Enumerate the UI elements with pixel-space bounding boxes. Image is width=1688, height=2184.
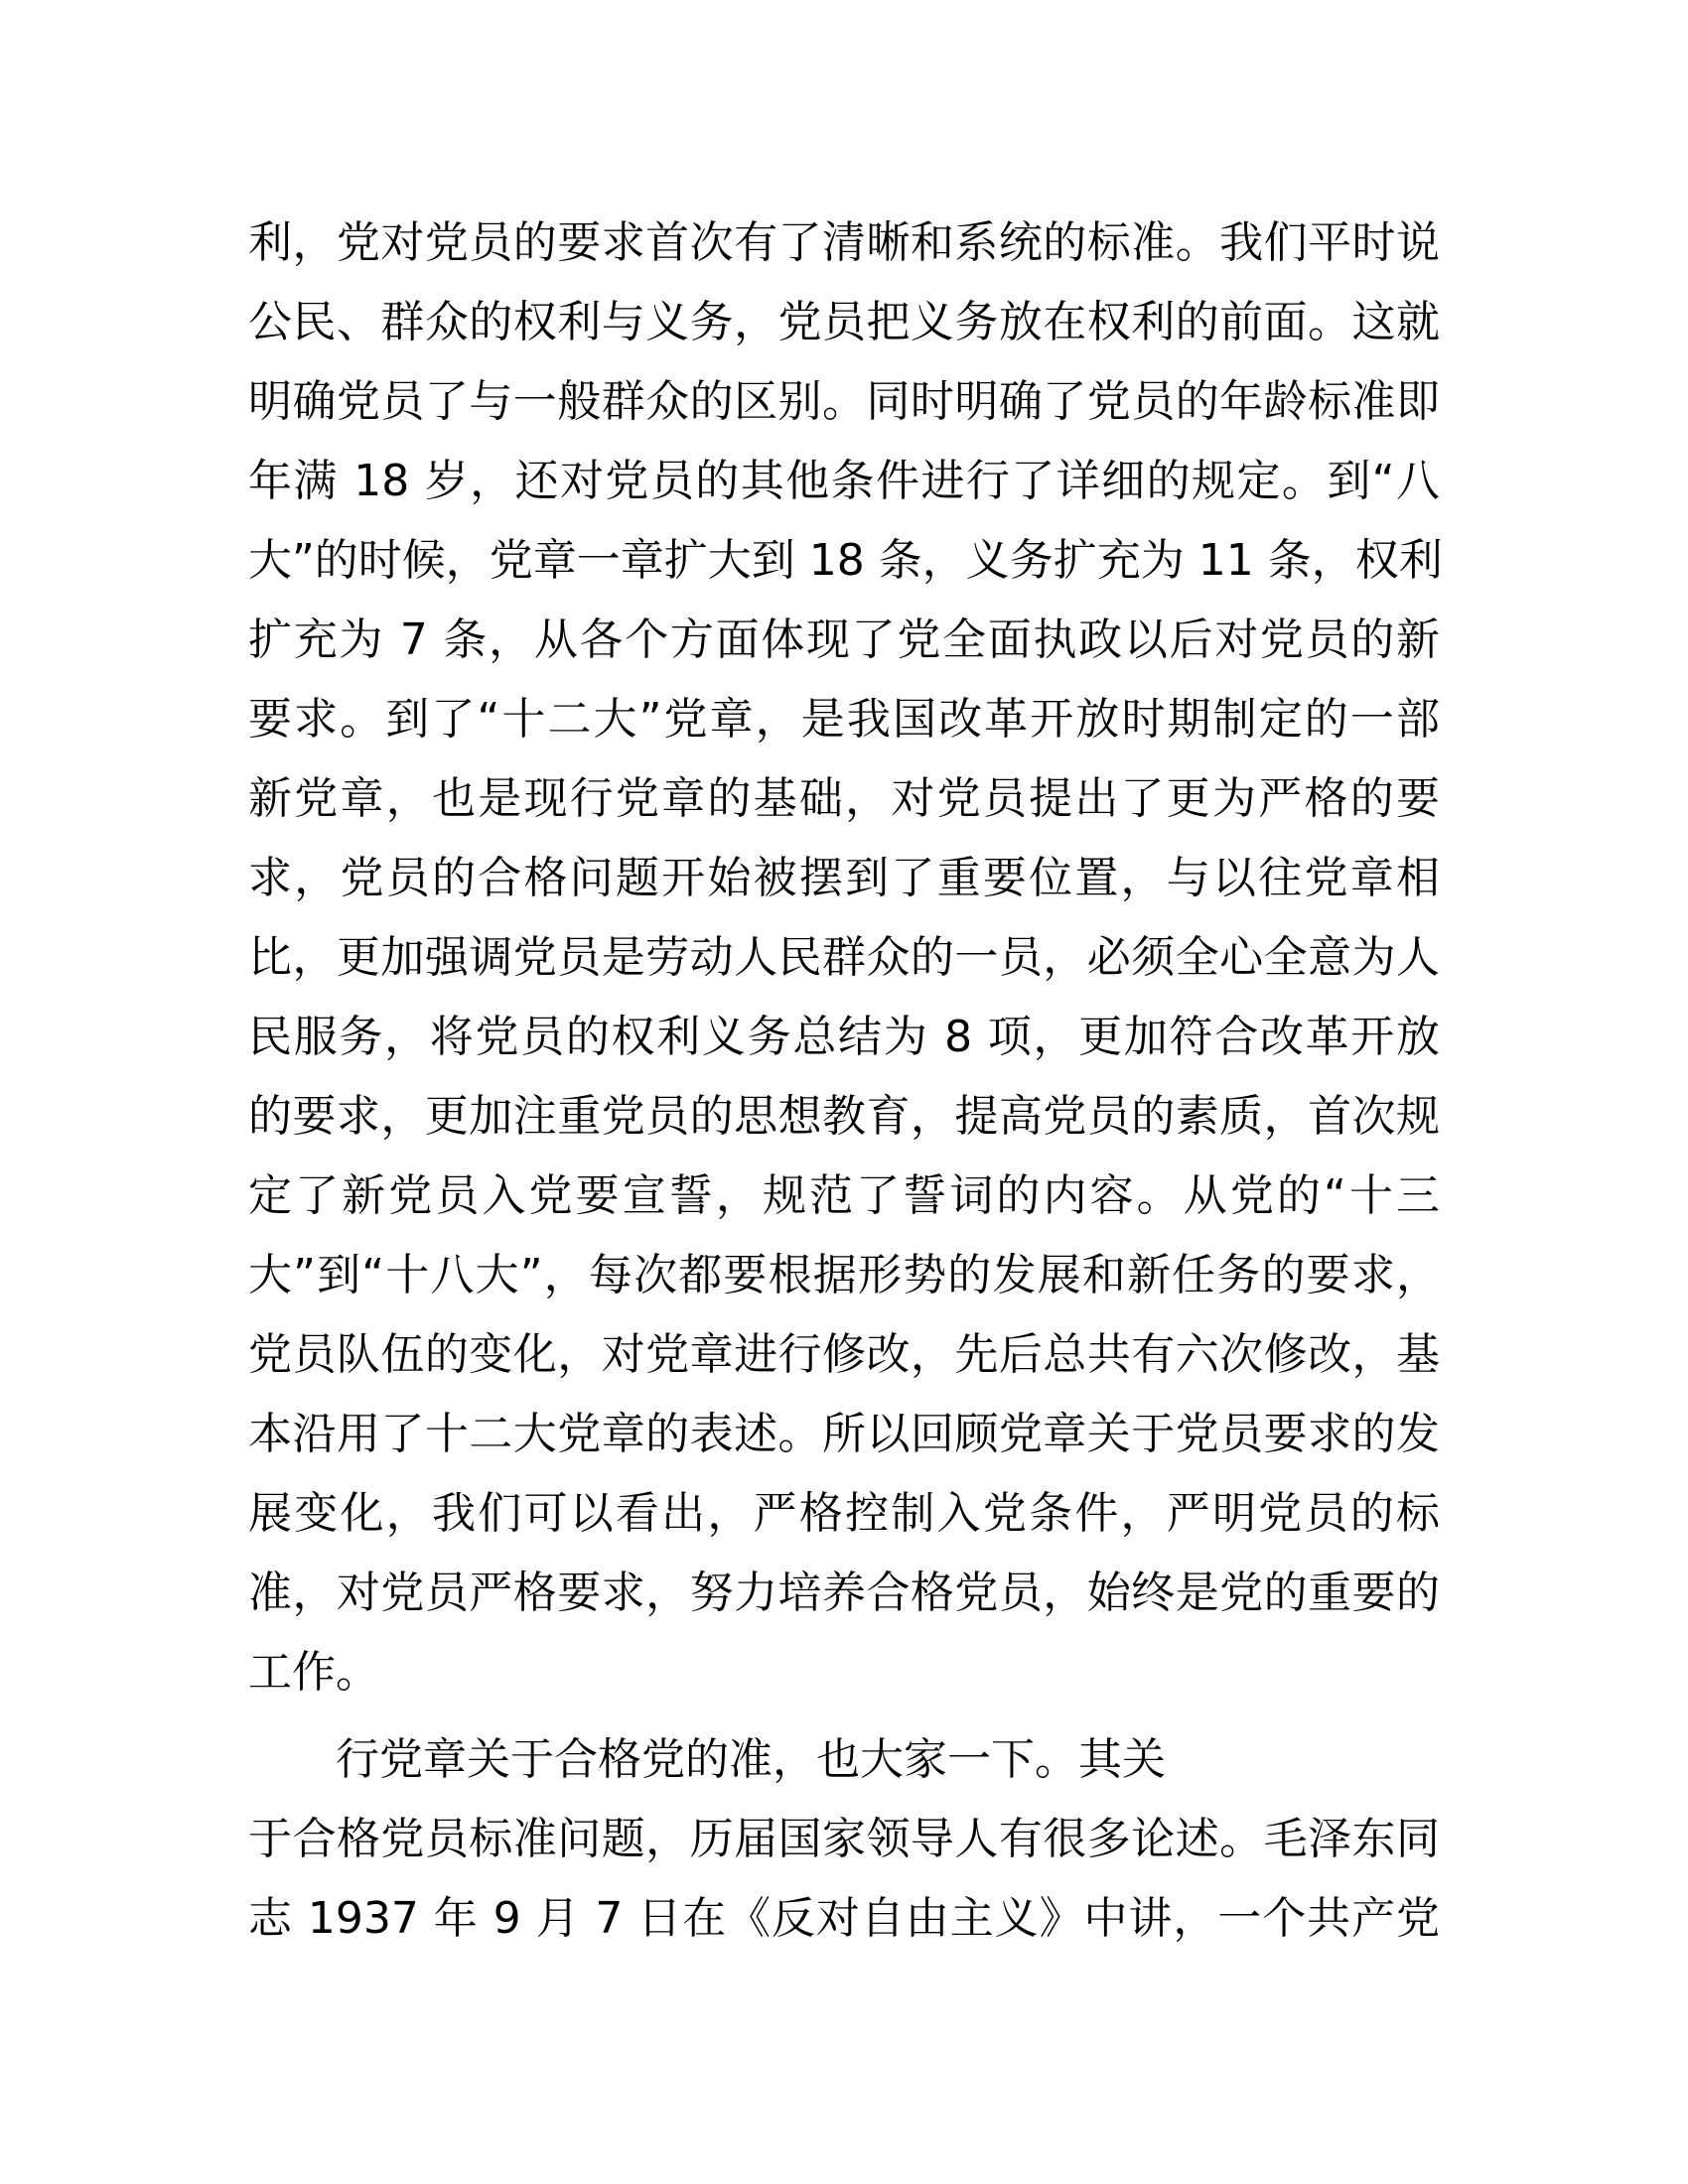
text-line [248,283,1450,362]
text-line-content: 的要求，更加注重党员的思想教育，提高党员的素质，首次规 [248,1091,1440,1142]
text-line [248,1157,1450,1236]
text-line [248,362,1450,442]
text-line-content: 明确党员了与一般群众的区别。同时明确了党员的年龄标准即 [248,376,1440,427]
text-line-content: 大”到“十八大”，每次都要根据形势的发展和新任务的要求， [248,1250,1440,1300]
text-line-content: 党员队伍的变化，对党章进行修改，先后总共有六次修改，基 [248,1329,1440,1380]
text-line [248,1077,1450,1157]
text-line [248,680,1450,759]
text-line-content: 比，更加强调党员是劳动人民群众的一员，必须全心全意为人 [248,932,1440,983]
text-line-content: 于合格党员标准问题，历届国家领导人有很多论述。毛泽东同 [248,1814,1440,1864]
text-line [248,1879,1450,1959]
text-line [248,759,1450,839]
text-line [248,601,1450,680]
text-line-content: 行党章关于合格党的准，也大家一下。其关 [336,1734,1166,1785]
text-line-content: 民服务，将党员的权利义务总结为 8 项，更加符合改革开放 [248,1012,1440,1062]
text-line-content: 求，党员的合格问题开始被摆到了重要位置，与以往党章相 [248,853,1440,903]
text-line-content: 年满 18 岁，还对党员的其他条件进行了详细的规定。到“八 [248,456,1440,506]
text-line [248,998,1450,1077]
text-line [248,1395,1450,1474]
paragraph-1 [248,204,1450,1712]
text-line [248,1236,1450,1315]
text-line-content: 展变化，我们可以看出，严格控制入党条件，严明党员的标 [248,1488,1440,1539]
text-line-content: 公民、群众的权利与义务，党员把义务放在权利的前面。这就 [248,297,1440,347]
text-line-content: 志 1937 年 9 月 7 日在《反对自由主义》中讲，一个共产党 [248,1893,1440,1944]
text-line [248,1474,1450,1554]
text-line [248,1720,1450,1800]
text-line [248,1800,1450,1879]
text-line-content: 扩充为 7 条，从各个方面体现了党全面执政以后对党员的新 [248,614,1440,665]
document-page [248,204,1450,1959]
paragraph-2 [248,1720,1450,1959]
text-line-content: 要求。到了“十二大”党章，是我国改革开放时期制定的一部 [248,694,1440,745]
text-line [248,1554,1450,1633]
text-line-content: 定了新党员入党要宣誓，规范了誓词的内容。从党的“十三 [248,1170,1440,1221]
text-line [248,1633,1450,1712]
paragraph-spacing [248,1712,1450,1720]
text-line-content: 新党章，也是现行党章的基础，对党员提出了更为严格的要 [248,773,1440,824]
text-line [248,204,1450,283]
text-line [248,839,1450,918]
text-line-content: 利，党对党员的要求首次有了清晰和系统的标准。我们平时说 [248,217,1440,268]
text-line-content: 准，对党员严格要求，努力培养合格党员，始终是党的重要的 [248,1568,1440,1618]
text-line [248,442,1450,521]
text-line [248,521,1450,601]
text-line-content: 工作。 [248,1647,379,1698]
text-line-content: 本沿用了十二大党章的表述。所以回顾党章关于党员要求的发 [248,1409,1440,1459]
text-line [248,1315,1450,1395]
text-line [248,918,1450,998]
text-line-content: 大”的时候，党章一章扩大到 18 条，义务扩充为 11 条，权利 [248,535,1443,586]
